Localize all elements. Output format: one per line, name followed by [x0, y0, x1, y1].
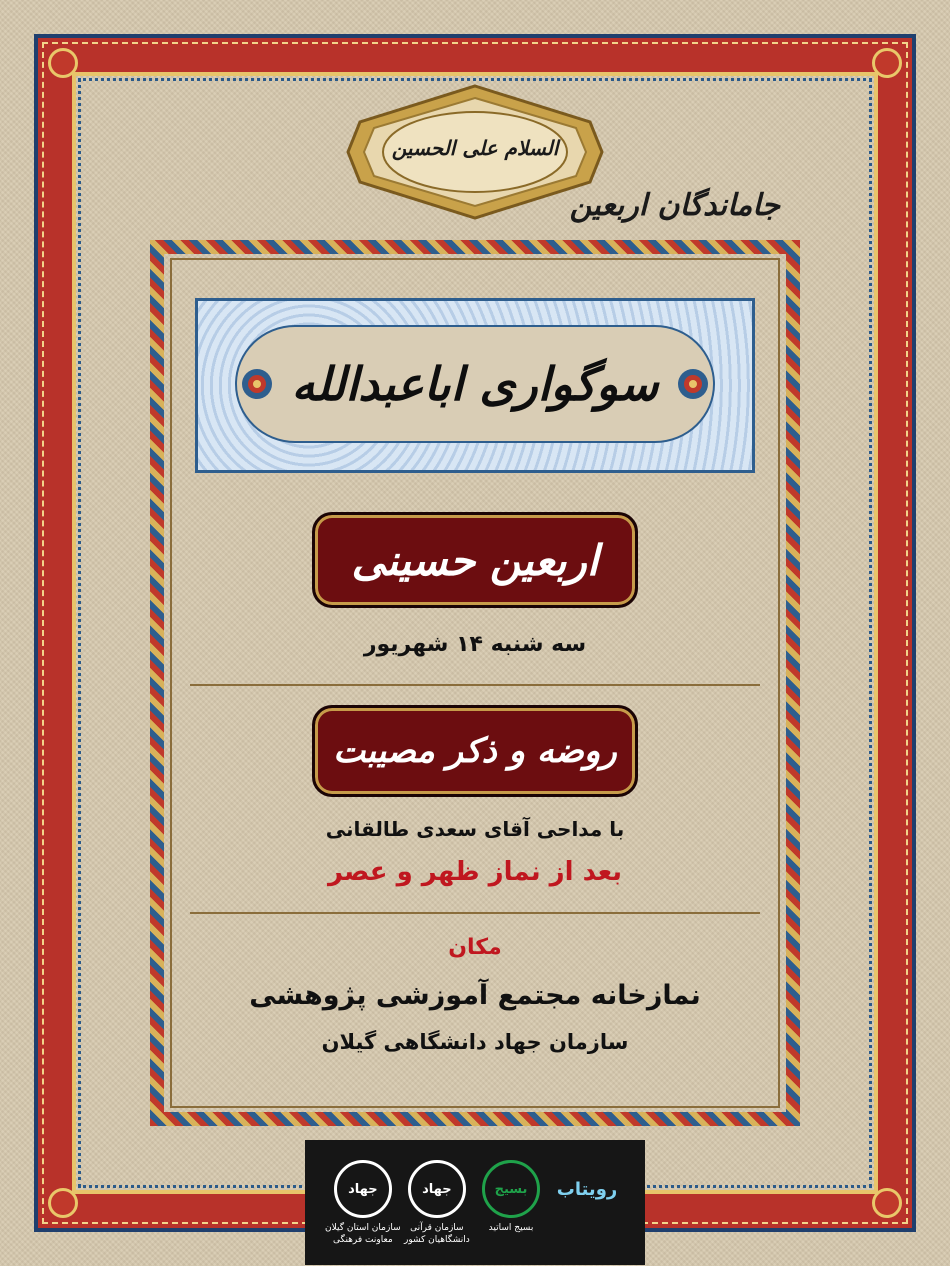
- divider: [190, 912, 760, 914]
- event-date: سه شنبه ۱۴ شهریور: [363, 632, 587, 657]
- royetab-logo: [558, 1160, 616, 1218]
- jahad-quran-logo: [404, 1160, 470, 1246]
- corner-ornament: [872, 48, 902, 78]
- logo-mark: جهاد: [408, 1160, 466, 1218]
- corner-ornament: [48, 1188, 78, 1218]
- logo-mark: رویتاب: [556, 1178, 618, 1200]
- rosette-icon: [240, 367, 274, 401]
- venue: نمازخانه مجتمع آموزشی پژوهشی: [249, 980, 701, 1011]
- corner-ornament: [48, 48, 78, 78]
- event-banner: [312, 512, 638, 608]
- divider: [190, 684, 760, 686]
- jahad-gilan-logo: [325, 1160, 401, 1246]
- logo-caption: بسیج اساتید: [488, 1223, 534, 1233]
- page-title: سوگواری اباعبدالله: [291, 357, 659, 411]
- event-name: اربعین حسینی: [351, 535, 599, 585]
- basij-logo: [482, 1160, 540, 1234]
- campaign-caption: جاماندگان اربعین: [569, 188, 780, 223]
- ceremony-banner: [312, 705, 638, 797]
- logo-caption: سازمان استان گیلان معاونت فرهنگی: [325, 1223, 401, 1245]
- rosette-icon: [676, 367, 710, 401]
- title-cartouche: [235, 325, 715, 443]
- logo-caption: سازمان قرآنی دانشگاهیان کشور: [404, 1223, 470, 1245]
- logo-mark: جهاد: [334, 1160, 392, 1218]
- corner-ornament: [872, 1188, 902, 1218]
- medallion-calligraphy: السلام علی الحسین: [391, 136, 559, 160]
- logo-mark: بسیج: [482, 1160, 540, 1218]
- event-time: بعد از نماز ظهر و عصر: [327, 857, 623, 887]
- location-label: مکان: [448, 935, 502, 960]
- performer: با مداحی آقای سعدی طالقانی: [325, 817, 625, 841]
- organization: سازمان جهاد دانشگاهی گیلان: [321, 1030, 629, 1054]
- ceremony-name: روضه و ذکر مصیبت: [333, 731, 617, 771]
